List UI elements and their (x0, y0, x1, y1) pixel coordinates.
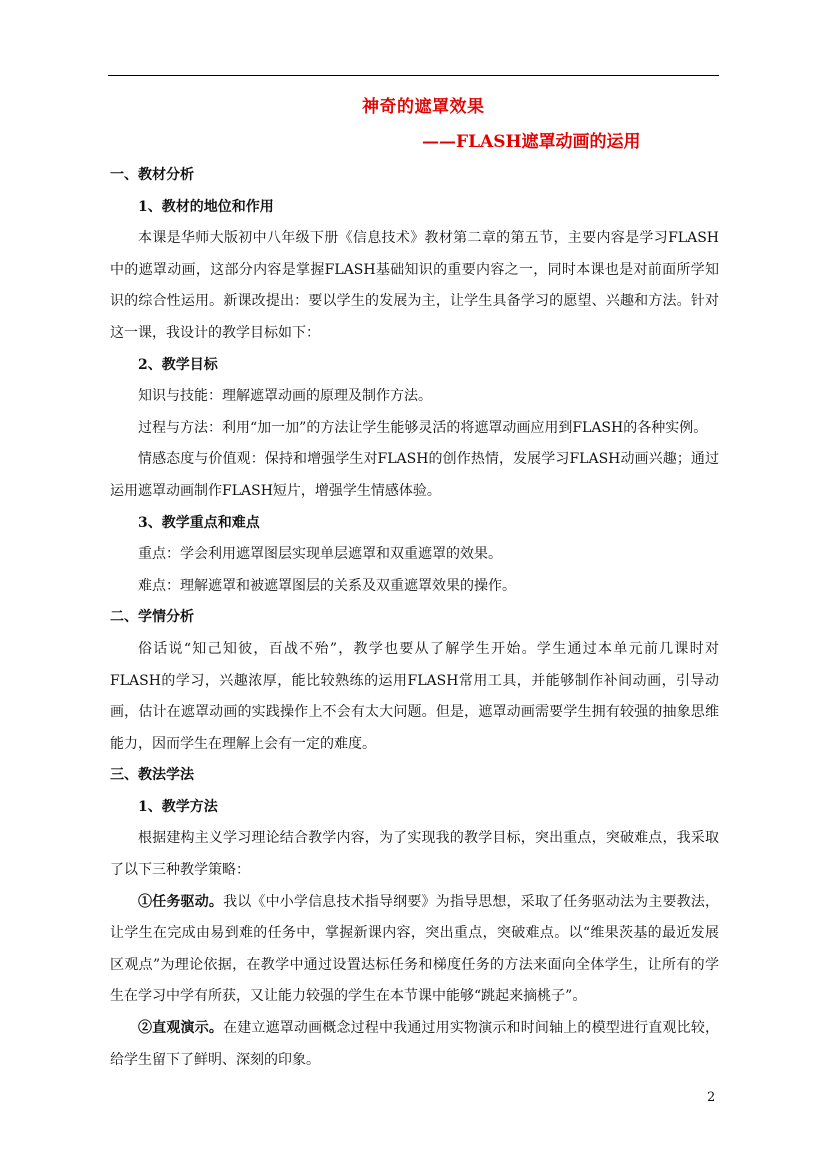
strategy-lead: ①任务驱动。 (138, 893, 224, 910)
paragraph-text: 我以《中小学信息技术指导纲要》为指导思想，采取了任务驱动法为主要教法，让学生在完成由易到难的任务中，掌握新课内容，突出重点，突破难点。以“维果茨基的最近发展区观点”为理论依据，在教学中通过设置达标任务和梯度任务的方法来面向全体学生，让所有的学生在学习中学有所获，又让能力较强的学生在本节课中能够“跳起来摘桃子”。 (110, 893, 720, 1005)
document-body (110, 160, 719, 1076)
paragraph: 俗话说“知己知彼，百战不殆”，教学也要从了解学生开始。学生通过本单元前几课时对FLASH的学习，兴趣浓厚，能比较熟练的运用FLASH常用工具，并能够制作补间动画，引导动画，估计在遮罩动画的实践操作上不会有太大问题。但是，遮罩动画需要学生拥有较强的抽象思维能力，因而学生在理解上会有一定的难度。 (110, 640, 719, 752)
section-heading: 一、教材分析 (110, 167, 194, 183)
document-title: 神奇的遮罩效果 (362, 97, 485, 117)
paragraph: 难点：理解遮罩和被遮罩图层的关系及双重遮罩效果的操作。 (138, 577, 516, 594)
paragraph: 本课是华师大版初中八年级下册《信息技术》教材第二章的第五节，主要内容是学习FLASH中的遮罩动画，这部分内容是掌握FLASH基础知识的重要内容之一，同时本课也是对前面所学知识的综合性运用。新课改提出：要以学生的发展为主，让学生具备学习的愿望、兴趣和方法。针对这一课，我设计的教学目标如下： (110, 230, 719, 341)
paragraph: 重点：学会利用遮罩图层实现单层遮罩和双重遮罩的效果。 (138, 546, 502, 563)
paragraph: 知识与技能：理解遮罩动画的原理及制作方法。 (138, 388, 432, 405)
paragraph: 情感态度与价值观：保持和增强学生对FLASH的创作热情，发展学习FLASH动画兴趣；通过运用遮罩动画制作FLASH短片，增强学生情感体验。 (110, 451, 719, 499)
paragraph: 根据建构主义学习理论结合教学内容，为了实现我的教学目标，突出重点，突破难点，我采取了以下三种教学策略： (110, 830, 719, 879)
paragraph (110, 887, 719, 1013)
subsection-heading: 2、教学目标 (138, 356, 218, 373)
paragraph-text: 在建立遮罩动画概念过程中我通过用实物演示和时间轴上的模型进行直观比较，给学生留下了鲜明、深刻的印象。 (110, 1020, 720, 1068)
page-number: 2 (707, 1090, 716, 1105)
section-heading: 二、学情分析 (110, 609, 194, 626)
paragraph: 过程与方法：利用“加一加”的方法让学生能够灵活的将遮罩动画应用到FLASH的各种实例。 (138, 419, 708, 436)
header-rule (108, 75, 719, 76)
section-heading: 三、教法学法 (110, 767, 194, 784)
strategy-lead: ②直观演示。 (138, 1020, 224, 1037)
subsection-heading: 1、教学方法 (138, 798, 218, 815)
paragraph (110, 1013, 719, 1076)
document-subtitle: ——FLASH遮罩动画的运用 (422, 132, 641, 152)
subsection-heading: 1、教材的地位和作用 (138, 198, 274, 215)
subsection-heading: 3、教学重点和难点 (138, 514, 260, 531)
